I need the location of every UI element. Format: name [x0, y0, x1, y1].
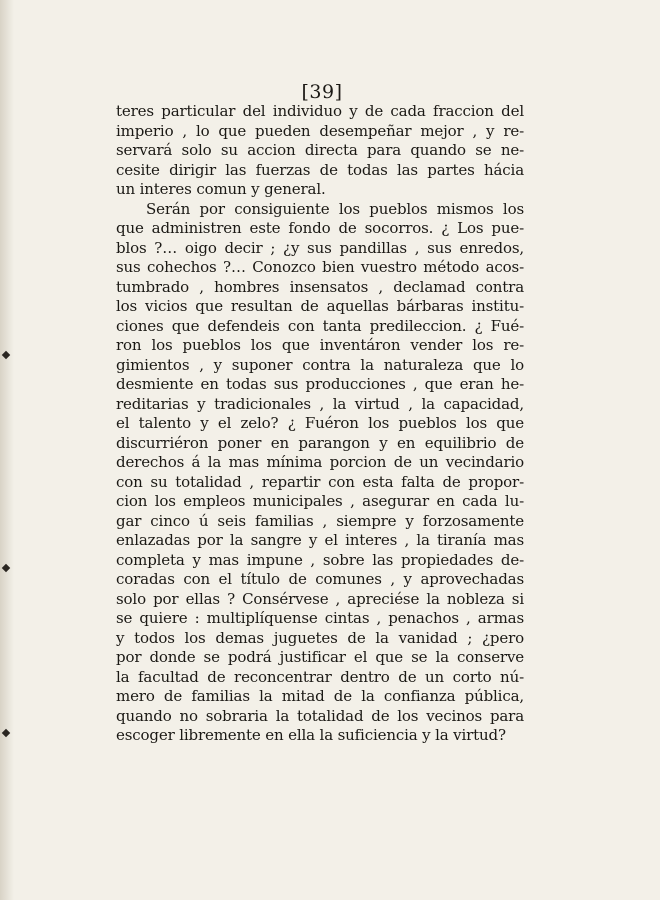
text-line: y todos los demas juguetes de la vanidad ; ¿pero	[116, 628, 524, 647]
text-line: que administren este fondo de socorros. ¿ Los pue-	[116, 219, 524, 237]
text-line: con su totalidad , repartir con esta falta de propor-	[116, 472, 524, 491]
binding-shadow	[0, 0, 14, 900]
text-line: Serán por consiguiente los pueblos mismos los	[146, 199, 524, 218]
text-line: tumbrado , hombres insensatos , declamad contra	[116, 277, 524, 296]
text-line: los vicios que resultan de aquellas bárbaras institu-	[116, 297, 524, 315]
text-line: se quiere : multiplíquense cintas , penachos , armas	[116, 609, 524, 627]
text-line: la facultad de reconcentrar dentro de un corto nú-	[116, 667, 524, 686]
text-line: solo por ellas ? Consérvese , apreciése la nobleza si	[116, 589, 524, 608]
text-line: discurriéron poner en parangon y en equilibrio de	[116, 433, 524, 452]
text-line: el talento y el zelo? ¿ Fuéron los pueblos los que	[116, 414, 524, 432]
page-text	[116, 82, 524, 746]
text-line: un interes comun y general.	[116, 180, 326, 198]
text-line: cion los empleos municipales , asegurar en cada lu-	[116, 492, 524, 510]
text-line: mero de familias la mitad de la confianza pública,	[116, 687, 524, 705]
text-line: blos ?… oigo decir ; ¿y sus pandillas , sus enredos,	[116, 238, 524, 257]
text-line: teres particular del individuo y de cada fraccion del	[116, 102, 524, 120]
text-line: completa y mas impune , sobre las propiedades de-	[116, 550, 524, 569]
text-line: por donde se podrá justificar el que se la conserve	[116, 648, 524, 666]
page-number: [39]	[301, 81, 343, 103]
text-line: gar cinco ú seis familias , siempre y forzosamente	[116, 511, 524, 530]
text-line: servará solo su accion directa para quando se ne-	[116, 141, 524, 159]
text-line: imperio , lo que pueden desempeñar mejor , y re-	[116, 121, 524, 140]
text-line: reditarias y tradicionales , la virtud , la capacidad,	[116, 394, 524, 413]
text-line: coradas con el título de comunes , y aprovechadas	[116, 570, 524, 588]
text-line: gimientos , y suponer contra la naturaleza que lo	[116, 355, 524, 374]
text-line: desmiente en todas sus producciones , que eran he-	[116, 375, 524, 393]
text-line: cesite dirigir las fuerzas de todas las partes hácia	[116, 160, 524, 179]
text-line: ciones que defendeis con tanta predileccion. ¿ Fué-	[116, 316, 524, 335]
text-line: derechos á la mas mínima porcion de un vecindario	[116, 453, 524, 471]
text-line: enlazadas por la sangre y el interes , la tiranía mas	[116, 531, 524, 549]
text-line: ron los pueblos los que inventáron vender los re-	[116, 336, 524, 354]
text-line: escoger libremente en ella la suficiencia y la virtud?	[116, 726, 506, 744]
text-line: sus cohechos ?… Conozco bien vuestro método acos-	[116, 258, 524, 276]
text-line: quando no sobraria la totalidad de los vecinos para	[116, 706, 524, 725]
